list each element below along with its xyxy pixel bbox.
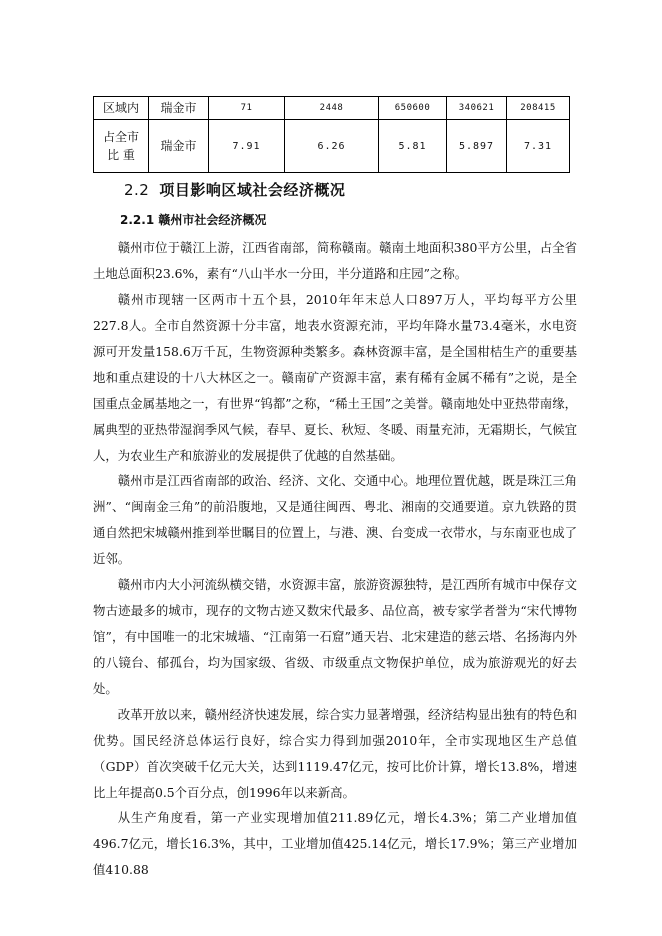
table-cell: 6.26 (285, 120, 379, 173)
city-cell: 瑞金市 (149, 120, 209, 173)
table-cell: 7.91 (209, 120, 285, 173)
table-row (94, 120, 570, 173)
table-cell: 5.81 (379, 120, 447, 173)
section-heading (124, 179, 345, 200)
table-cell: 71 (209, 97, 285, 120)
row-label-line: 比 重 (107, 148, 135, 162)
table-cell: 7.31 (507, 120, 570, 173)
paragraph: 赣州市内大小河流纵横交错，水资源丰富，旅游资源独特，是江西所有城市中保存文物古迹最多的城市，现存的文物古迹又数宋代最多、品位高，被专家学者誉为“宋代博物馆”，有中国唯一的北宋城墙、“江南第一石窟”通天岩、北宋建造的慈云塔、名扬海内外的八镜台、郁孤台，均为国家级、省级、市级重点文物保护单位，成为旅游观光的好去处。 (93, 577, 577, 696)
table-cell: 340621 (447, 97, 507, 120)
table-cell: 5.897 (447, 120, 507, 173)
paragraph: 从生产角度看，第一产业实现增加值211.89亿元，增长4.3%；第二产业增加值496.7亿元，增长16.3%，其中，工业增加值425.14亿元，增长17.9%；第三产业增加值410.88 (93, 810, 577, 877)
paragraph: 改革开放以来，赣州经济快速发展，综合实力显著增强，经济结构显出独有的特色和优势。国民经济总体运行良好，综合实力得到加强2010年，全市实现地区生产总值（GDP）首次突破千亿元大关，达到1119.47亿元，按可比价计算，增长13.8%，增速比上年提高0.5个百分点，创1996年以来新高。 (93, 707, 577, 800)
paragraph: 赣州市是江西省南部的政治、经济、文化、交通中心。地理位置优越，既是珠江三角洲”、“闽南金三角”的前沿腹地，又是通往闽西、粤北、湘南的交通要道。京九铁路的贯通自然把宋城赣州推到举世瞩目的位置上，与港、澳、台变成一衣带水，与东南亚也成了近邻。 (93, 473, 577, 566)
section-title: 项目影响区域社会经济概况 (159, 181, 346, 199)
statistics-table (93, 96, 570, 173)
paragraph: 赣州市现辖一区两市十五个县，2010年年末总人口897万人，平均每平方公里227.8人。全市自然资源十分丰富，地表水资源充沛，平均年降水量73.4毫米，水电资源可开发量158.6万千瓦，生物资源种类繁多。森林资源丰富，是全国柑桔生产的重要基地和重点建设的十八大林区之一。赣南矿产资源丰富，素有稀有金属不稀有”之说，是全国重点金属基地之一，有世界“钨都”之称，“稀土王国”之美誉。赣南地处中亚热带南缘，属典型的亚热带湿润季风气候，春早、夏长、秋短、冬暖、雨量充沛，无霜期长，气候宜人，为农业生产和旅游业的发展提供了优越的自然基础。 (93, 292, 577, 463)
section-number: 2.2 (124, 181, 150, 199)
table-cell: 2448 (285, 97, 379, 120)
row-label (94, 120, 149, 173)
subsection-heading: 2.2.1 赣州市社会经济概况 (120, 213, 267, 227)
paragraph: 赣州市位于赣江上游，江西省南部，简称赣南。赣南土地面积380平方公里，占全省土地总面积23.6%，素有“八山半水一分田，半分道路和庄园”之称。 (93, 240, 577, 281)
table-cell: 650600 (379, 97, 447, 120)
table-cell: 208415 (507, 97, 570, 120)
row-label-line: 占全市 (102, 130, 139, 144)
table-row (94, 97, 570, 120)
row-label: 区域内 (94, 97, 149, 120)
city-cell: 瑞金市 (149, 97, 209, 120)
